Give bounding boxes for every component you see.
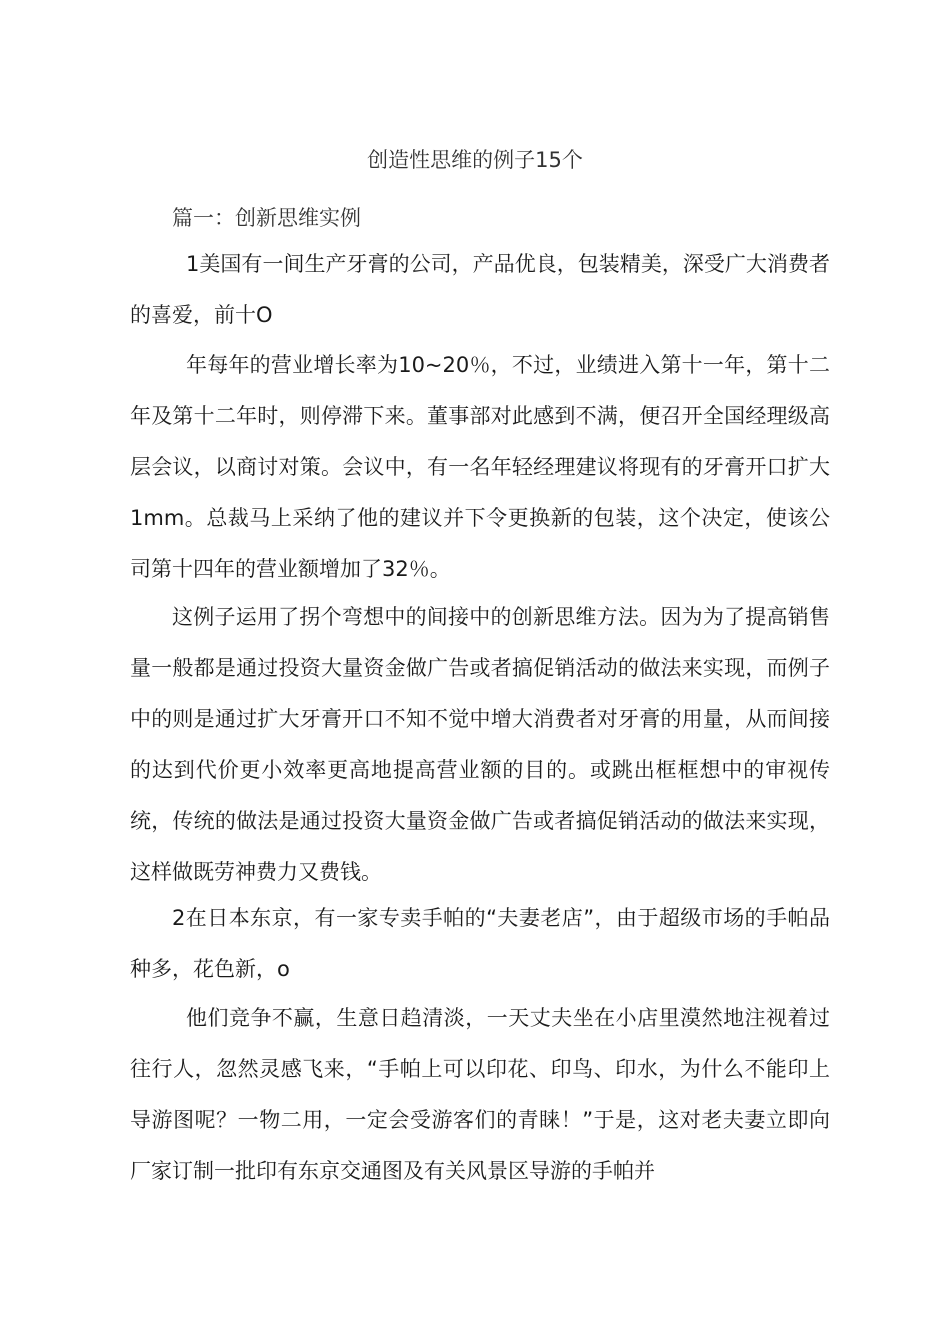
paragraph-3: 这例子运用了拐个弯想中的间接中的创新思维方法。因为为了提高销售量一般都是通过投资大量资金做广告或者搞促销活动的做法来实现，而例子中的则是通过扩大牙膏开口不知不觉中增大消费者对牙膏的用量，从而间接的达到代价更小效率更高地提高营业额的目的。或跳出框框想中的审视传统，传统的做法是通过投资大量资金做广告或者搞促销活动的做法来实现，这样做既劳神费力又费钱。: [130, 605, 830, 884]
paragraph-5: 他们竞争不赢，生意日趋清淡，一天丈夫坐在小店里漠然地注视着过往行人，忽然灵感飞来，“手帕上可以印花、印鸟、印水，为什么不能印上导游图呢？一物二用，一定会受游客们的青睐！”于是，这对老夫妻立即向厂家订制一批印有东京交通图及有关风景区导游的手帕并: [130, 1006, 830, 1183]
paragraph-4: 2在日本东京，有一家专卖手帕的“夫妻老店”，由于超级市场的手帕品种多，花色新，o: [130, 906, 830, 981]
section-heading: 篇一：创新思维实例: [172, 206, 361, 230]
paragraph-2: 年每年的营业增长率为10~20％，不过，业绩进入第十一年，第十二年及第十二年时，则停滞下来。董事部对此感到不满，便召开全国经理级高层会议，以商讨对策。会议中，有一名年轻经理建议将现有的牙膏开口扩大1mm。总裁马上采纳了他的建议并下令更换新的包装，这个决定，使该公司第十四年的营业额增加了32％。: [130, 353, 830, 581]
document-title: 创造性思维的例子15个: [367, 148, 583, 172]
paragraph-1: 1美国有一间生产牙膏的公司，产品优良，包装精美，深受广大消费者的喜爱，前十O: [130, 252, 830, 327]
